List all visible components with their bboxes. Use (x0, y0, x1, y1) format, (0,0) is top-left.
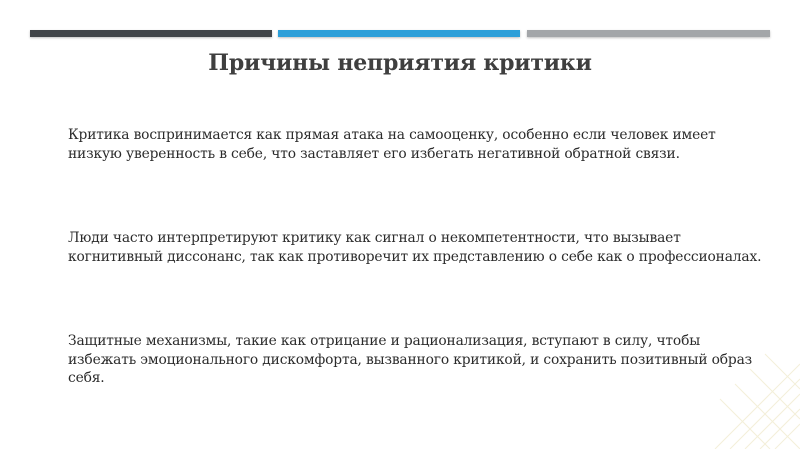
paragraph-2: Люди часто интерпретируют критику как сигнал о некомпетентности, что вызывает когнитивный диссонанс, так как противоречит их представлению о себе как о профессионалах. (68, 230, 762, 265)
slide-title: Причины неприятия критики (208, 50, 592, 76)
header-bar-dark (30, 30, 272, 37)
paragraph-3: Защитные механизмы, такие как отрицание и рационализация, вступают в силу, чтобы избежать эмоционального дискомфорта, вызванного критикой, и сохранить позитивный образ себя. (68, 333, 753, 386)
header-bar-blue (278, 30, 520, 37)
paragraph-1: Критика воспринимается как прямая атака на самооценку, особенно если человек имеет низкую уверенность в себе, что заставляет его избегать негативной обратной связи. (68, 127, 716, 162)
decorative-pattern (710, 279, 800, 449)
header-bar-gray (527, 30, 770, 37)
